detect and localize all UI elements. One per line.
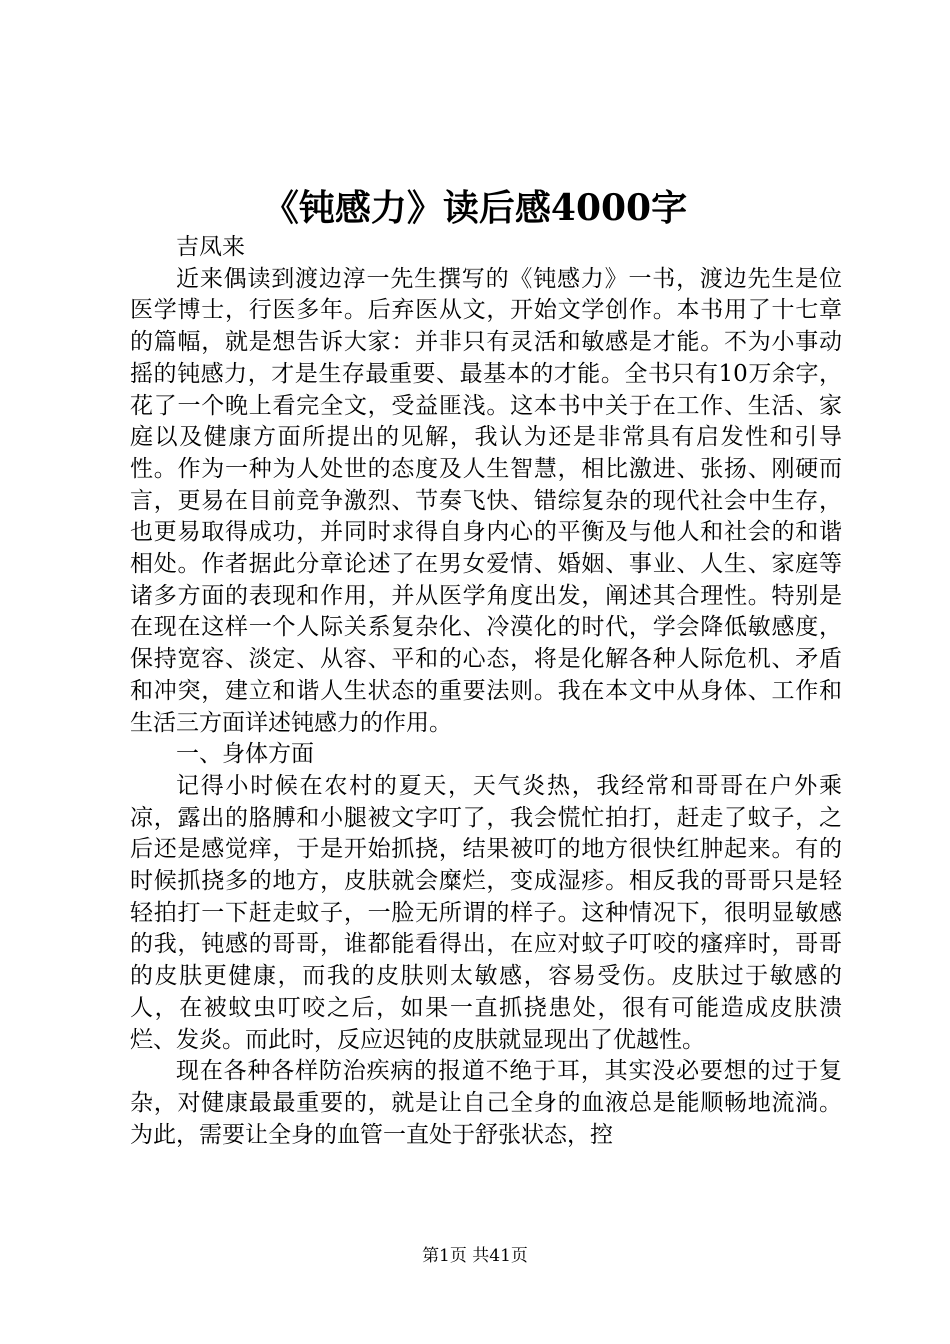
section-heading: 一、身体方面	[176, 741, 314, 768]
document-title: 《钝感力》读后感4000字	[262, 187, 688, 229]
body-paragraph: 近来偶读到渡边淳一先生撰写的《钝感力》一书，渡边先生是位医学博士，行医多年。后弃医从文，开始文学创作。本书用了十七章的篇幅，就是想告诉大家：并非只有灵活和敏感是才能。不为小事动摇的钝感力，才是生存最重要、最基本的才能。全书只有10万余字，花了一个晚上看完全文，受益匪浅。这本书中关于在工作、生活、家庭以及健康方面所提出的见解，我认为还是非常具有启发性和引导性。作为一种为人处世的态度及人生智慧，相比激进、张扬、刚硬而言，更易在目前竞争激烈、节奏飞快、错综复杂的现代社会中生存，也更易取得成功，并同时求得自身内心的平衡及与他人和社会的和谐相处。作者据此分章论述了在男女爱情、婚姻、事业、人生、家庭等诸多方面的表现和作用，并从医学角度出发，阐述其合理性。特别是在现在这样一个人际关系复杂化、冷漠化的时代，学会降低敏感度，保持宽容、淡定、从容、平和的心态，将是化解各种人际危机、矛盾和冲突，建立和谐人生状态的重要法则。我在本文中从身体、工作和生活三方面详述钝感力的作用。	[130, 265, 842, 736]
document-body	[130, 232, 842, 1151]
author-line: 吉凤来	[176, 234, 245, 260]
body-paragraph: 记得小时候在农村的夏天，天气炎热，我经常和哥哥在户外乘凉，露出的胳膊和小腿被文字叮了，我会慌忙拍打，赶走了蚊子，之后还是感觉痒，于是开始抓挠，结果被叮的地方很快红肿起来。有的时候抓挠多的地方，皮肤就会糜烂，变成湿疹。相反我的哥哥只是轻轻拍打一下赶走蚊子，一脸无所谓的样子。这种情况下，很明显敏感的我，钝感的哥哥，谁都能看得出，在应对蚊子叮咬的瘙痒时，哥哥的皮肤更健康，而我的皮肤则太敏感，容易受伤。皮肤过于敏感的人，在被蚊虫叮咬之后，如果一直抓挠患处，很有可能造成皮肤溃烂、发炎。而此时，反应迟钝的皮肤就显现出了优越性。	[130, 772, 842, 1053]
page-footer: 第1页 共41页	[422, 1246, 528, 1266]
body-paragraph: 现在各种各样防治疾病的报道不绝于耳，其实没必要想的过于复杂，对健康最最重要的，就是让自己全身的血液总是能顺畅地流淌。为此，需要让全身的血管一直处于舒张状态，控	[130, 1058, 842, 1148]
